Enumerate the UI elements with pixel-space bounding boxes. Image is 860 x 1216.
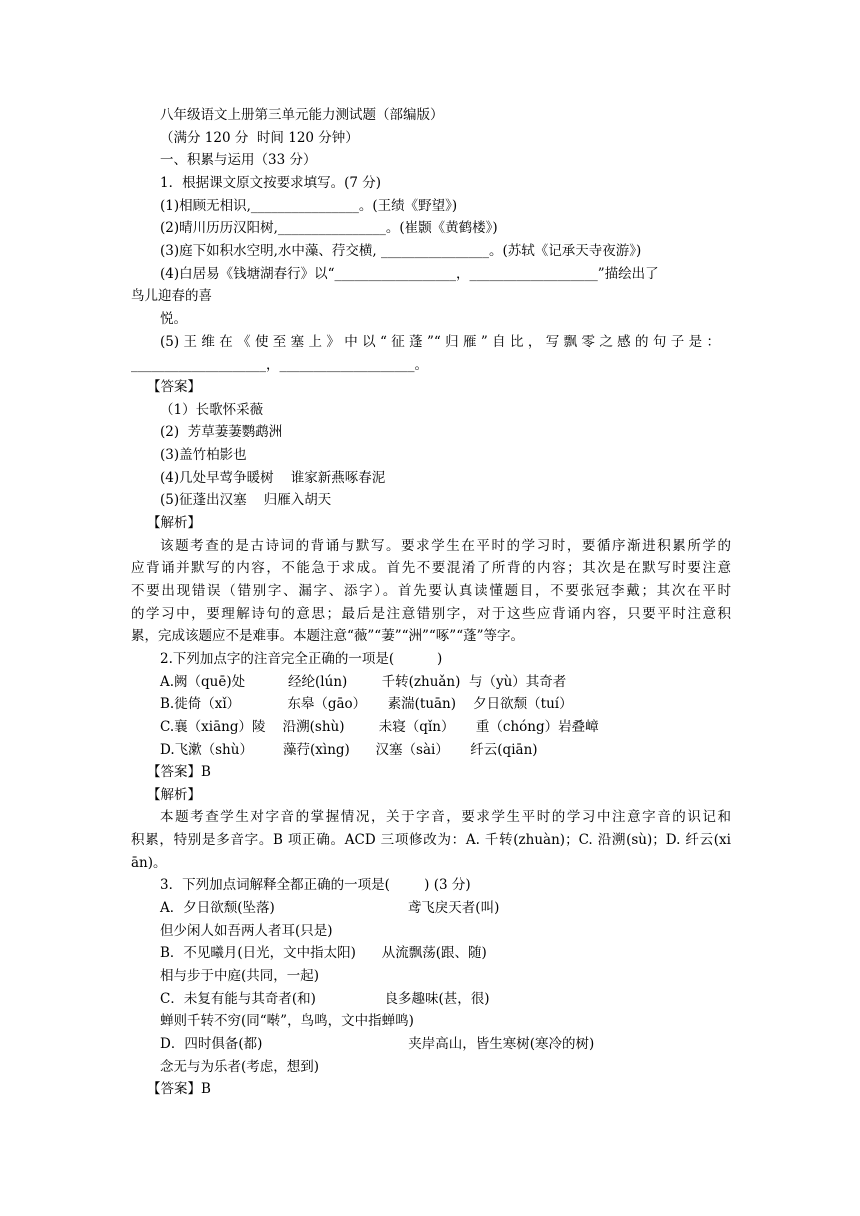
question-2-option: B.徙倚（xǐ） 东皋（gāo） 素湍(tuān) 夕日欲颓（tuí）	[160, 696, 573, 712]
question-3-line: 念无与为乐者(考虑，想到)	[160, 1059, 320, 1075]
question-2-option: D.飞漱（shù） 藻荇(xìng) 汉塞（sài） 纤云(qiān)	[160, 742, 538, 758]
question-2-option: A.阙（quē)处 经纶(lún) 千转(zhuǎn) 与（yù）其奇者	[160, 674, 567, 690]
answer-label: 【答案】	[147, 379, 201, 395]
analysis-line: 应背诵并默写的内容，不能急于求成。首先不要混淆了所背的内容；其次是在默写时要注意	[131, 560, 731, 576]
question-3-line: C．未复有能与其奇者(和) 良多趣味(甚，很)	[160, 991, 490, 1007]
analysis-line: 不要出现错误（错别字、漏字、添字）。首先要认真读懂题目，不要张冠李戴；其次在平时	[131, 583, 731, 599]
question-1-item: (5)王维在《使至塞上》中以“征蓬”“归雁”自比，写飘零之感的句子是：	[160, 334, 720, 350]
analysis-label: 【解析】	[147, 787, 201, 803]
question-1-item: 鸟儿迎春的喜	[131, 288, 212, 304]
question-3-line: 蝉则千转不穷(同“啭”，鸟鸣，文中指蝉鸣)	[160, 1013, 414, 1029]
question-3-line: B．不见曦月(日光，文中指太阳) 从流飘荡(跟、随)	[160, 945, 487, 961]
question-1-item: (1)相顾无相识,________________。(王绩《野望》)	[160, 198, 458, 214]
question-1-item: 悦。	[160, 311, 187, 327]
question-3-prompt: 3．下列加点词解释全都正确的一项是( ) (3 分)	[160, 877, 471, 893]
analysis-line: 积累，特别是多音字。B 项正确。ACD 三项修改为：A. 千转(zhuàn)；C. 沿溯(sù)；D. 纤云(xi	[131, 832, 731, 848]
question-1-prompt: 1．根据课文原文按要求填写。(7 分)	[160, 175, 382, 191]
question-3-line: D．四时俱备(都) 夹岸高山，皆生寒树(寒冷的树)	[160, 1036, 595, 1052]
doc-meta: （满分 120 分 时间 120 分钟）	[160, 130, 359, 146]
answer-line: (5)征蓬出汉塞 归雁入胡天	[160, 492, 332, 508]
answer-line: 【答案】B	[147, 764, 211, 780]
answer-line: (4)几处早莺争暖树 谁家新燕啄春泥	[160, 470, 386, 486]
answer-line: （1）长歌怀采薇	[160, 402, 264, 418]
answer-line: (2) 芳草萋萋鹦鹉洲	[160, 424, 283, 440]
question-1-item: (4)白居易《钱塘湖春行》以“__________________，___________________”描绘出了	[160, 266, 659, 282]
analysis-line: 本题考查学生对字音的掌握情况，关于字音，要求学生平时的学习中注意字音的识记和	[160, 809, 731, 825]
doc-title: 八年级语文上册第三单元能力测试题（部编版）	[160, 107, 444, 123]
analysis-line: 的学习中，要理解诗句的意思；最后是注意错别字，对于这些应背诵内容，只要平时注意积	[131, 606, 731, 622]
question-1-item: ____________________，____________________。	[131, 357, 428, 373]
question-3-line: 相与步于中庭(共同，一起)	[160, 968, 320, 984]
question-2-prompt: 2.下列加点字的注音完全正确的一项是( )	[160, 651, 443, 667]
question-1-item: (2)晴川历历汉阳树,________________。(崔颢《黄鹤楼》)	[160, 220, 498, 236]
question-3-line: A．夕日欲颓(坠落) 鸢飞戾天者(叫)	[160, 900, 500, 916]
question-1-item: (3)庭下如积水空明,水中藻、荇交横, ________________。(苏轼《记承天寺夜游》)	[160, 243, 642, 259]
answer-line: (3)盖竹柏影也	[160, 447, 247, 463]
analysis-line: 该题考查的是古诗词的背诵与默写。要求学生在平时的学习时，要循序渐进积累所学的	[160, 538, 731, 554]
question-2-option: C.襄（xiāng）陵 沿溯(shù) 未寝（qǐn） 重（chóng）岩叠嶂	[160, 719, 599, 735]
analysis-line: 累，完成该题应不是难事。本题注意“薇”“萋”“洲”“啄”“蓬”等字。	[131, 628, 525, 644]
analysis-label: 【解析】	[147, 515, 201, 531]
answer-line: 【答案】B	[147, 1081, 211, 1097]
section-heading: 一、积累与运用（33 分）	[160, 152, 317, 168]
question-3-line: 但少闲人如吾两人者耳(只是)	[160, 923, 333, 939]
analysis-line: ān)。	[131, 855, 167, 871]
